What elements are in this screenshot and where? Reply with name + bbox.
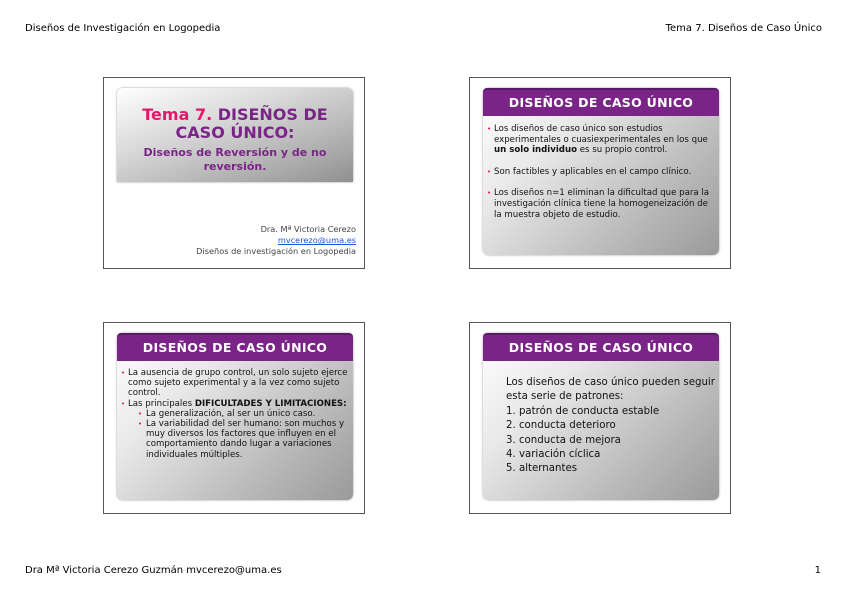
page-number: 1 [814, 565, 821, 576]
slide-4-pattern-list [506, 405, 716, 477]
slide-1-email-link[interactable]: mvcerezo@uma.es [277, 235, 356, 245]
slide-3-bullet-1: • La ausencia de grupo control, un solo sujeto ejerce como sujeto experimental y a la vez como sujeto control. [121, 368, 353, 399]
slide-3-bullets [121, 368, 353, 460]
slide-3-title: DISEÑOS DE CASO ÚNICO [117, 333, 353, 361]
slide-2-bullet-1-text: Los diseños de caso único son estudios experimentales o cuasiexperimentales en los que [494, 124, 708, 145]
page-footer-author: Dra Mª Victoria Cerezo Guzmán mvcerezo@uma.es [25, 565, 282, 576]
slide-1-thumbnail [103, 77, 365, 269]
slide-1-course: Diseños de investigación en Logopedia [196, 246, 356, 256]
slide-3-subbullet-2: • La variabilidad del ser humano: son muchos y muy diversos los factores que influyen en el comportamiento dando lugar a variaciones individuales múltiples. [138, 419, 353, 460]
slide-4-pattern-item: 1. patrón de conducta estable [506, 405, 660, 417]
slide-2-bullet-2: • Son factibles y aplicables en el campo clínico. [487, 167, 715, 178]
slide-2-bullet-1-bold: un solo individuo [494, 145, 577, 156]
page-header-right: Tema 7. Diseños de Caso Único [665, 23, 822, 34]
slide-2-thumbnail [469, 77, 731, 269]
slide-2-bullet-1-end: es su propio control. [576, 145, 668, 156]
slide-2-bullet-1 [487, 124, 715, 156]
slide-3-subbullet-1: • La generalización, al ser un único caso. [138, 409, 353, 419]
slide-2-bullets [487, 124, 715, 231]
slide-1-title [117, 106, 353, 142]
slide-4-pattern-item: 4. variación cíclica [506, 449, 601, 461]
slide-4-body [506, 376, 716, 477]
slide-4-thumbnail [469, 322, 731, 514]
slide-3-bullet-2-text: Las principales [128, 398, 195, 409]
slide-4-pattern-item: 3. conducta de mejora [506, 434, 621, 446]
slide-1-author-block [196, 224, 356, 257]
slide-2-bullet-3: • Los diseños n=1 eliminan la dificultad que para la investigación clínica tiene la homogeneización de la muestra objeto de estudio. [487, 188, 715, 220]
slide-1-subtitle: Diseños de Reversión y de no reversión. [143, 146, 327, 173]
slide-1-title-number: Tema 7. [142, 105, 213, 124]
slide-4-pattern-item: 2. conducta deterioro [506, 420, 616, 432]
slide-3-bullet-2 [121, 399, 353, 460]
slide-4-intro: Los diseños de caso único pueden seguir esta serie de patrones: [506, 377, 715, 403]
slide-3-bullet-2-bold: DIFICULTADES Y LIMITACIONES: [194, 398, 347, 409]
slide-1-author: Dra. Mª Victoria Cerezo [260, 224, 356, 234]
slide-3-thumbnail [103, 322, 365, 514]
slide-2-title: DISEÑOS DE CASO ÚNICO [483, 88, 719, 116]
slide-4-title: DISEÑOS DE CASO ÚNICO [483, 333, 719, 361]
slide-4-pattern-item: 5. alternantes [506, 463, 578, 475]
slide-1-title-text: DISEÑOS DE CASO ÚNICO: [175, 105, 328, 142]
page-header-left: Diseños de Investigación en Logopedia [25, 23, 221, 34]
slide-3-subbullets [138, 409, 353, 460]
